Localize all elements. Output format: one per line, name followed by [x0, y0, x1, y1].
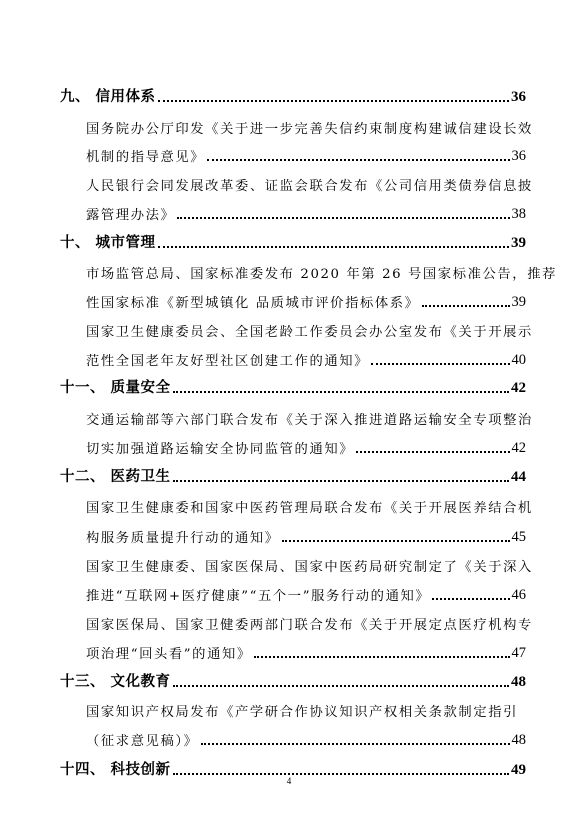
toc-entry-text: 国家知识产权局发布《产学研合作协议知识产权相关条款制定指引 [86, 705, 519, 720]
toc-entry-line[interactable] [60, 721, 526, 749]
toc-entry-line[interactable] [60, 254, 557, 282]
toc-page-number: 42 [511, 440, 526, 456]
dot-leader [254, 656, 510, 658]
toc-entry-text: 交通运输部等六部门联合发布《关于深入推进道路运输安全专项整治 [86, 413, 533, 428]
toc-heading-label: 十三、 文化教育 [60, 674, 171, 690]
toc-page-number: 39 [511, 235, 526, 251]
toc-heading-label: 十二、 医药卫生 [60, 469, 171, 485]
toc-entry-text: 性国家标准《新型城镇化 品质城市评价指标体系》 [86, 296, 420, 311]
toc-entry-line[interactable] [60, 518, 526, 546]
dot-leader [356, 451, 509, 453]
toc-entry-text: 推进“互联网+医疗健康”“五个一”服务行动的通知》 [86, 589, 431, 604]
toc-entry-line[interactable] [60, 283, 526, 311]
toc-page-number: 40 [511, 352, 526, 368]
toc-entry-text: 市场监管总局、国家标准委发布 2020 年第 26 号国家标准公告，推荐 [86, 267, 557, 282]
toc-heading-tech-innovation[interactable] [60, 751, 526, 779]
toc-page-number: 48 [511, 674, 526, 690]
toc-entry-line[interactable] [60, 341, 526, 369]
toc-page-number: 48 [511, 732, 526, 748]
toc-heading-label: 九、 信用体系 [60, 89, 156, 105]
dot-leader [158, 246, 509, 248]
toc-entry-line[interactable] [60, 109, 533, 137]
dot-leader [173, 480, 509, 482]
toc-page-number: 42 [511, 380, 526, 396]
dot-leader [158, 100, 509, 102]
toc-entry-text: 国家医保局、国家卫健委两部门联合发布《关于开展定点医疗机构专 [86, 618, 533, 633]
page-number: 4 [286, 776, 292, 786]
toc-entry-text: 构服务质量提升行动的通知》 [86, 531, 280, 546]
toc-heading-medicine-health[interactable] [60, 458, 526, 486]
toc-entry-text: 国务院办公厅印发《关于进一步完善失信约束制度构建诚信建设长效 [86, 122, 533, 137]
dot-leader [422, 305, 510, 307]
toc-page-number: 36 [511, 89, 526, 105]
toc-entry-line[interactable] [60, 692, 526, 720]
dot-leader [282, 540, 510, 542]
toc-page-number: 45 [511, 529, 526, 545]
toc-page-number: 39 [511, 294, 526, 310]
toc-entry-text: 范性全国老年友好型社区创建工作的通知》 [86, 354, 370, 369]
toc-heading-label: 十、 城市管理 [60, 235, 156, 251]
dot-leader [173, 773, 509, 775]
toc-page-number: 46 [511, 587, 526, 603]
toc-entry-line[interactable] [60, 137, 526, 165]
toc-entry-text: 露管理办法》 [86, 208, 176, 223]
toc-entry-line[interactable] [60, 634, 526, 662]
toc-entry-line[interactable] [60, 400, 533, 428]
dot-leader [207, 159, 509, 161]
toc-entry-line[interactable] [60, 312, 533, 340]
toc-entry-line[interactable] [60, 547, 533, 575]
toc-page-number: 38 [511, 206, 526, 222]
toc-heading-label: 十四、 科技创新 [60, 762, 171, 778]
toc-heading-label: 十一、 质量安全 [60, 380, 171, 396]
toc-entry-text: 人民银行会同发展改革委、证监会联合发布《公司信用类债券信息披 [86, 179, 533, 194]
toc-entry-line[interactable] [60, 488, 533, 516]
toc-entry-text: 机制的指导意见》 [86, 150, 206, 165]
toc-entry-text: 项治理“回头看”的通知》 [86, 647, 252, 662]
toc-entry-line[interactable] [60, 576, 526, 604]
toc-page-number: 44 [511, 469, 526, 485]
dot-leader [173, 685, 509, 687]
toc-heading-quality-safety[interactable] [60, 369, 526, 397]
dot-leader [173, 391, 509, 393]
toc-entry-text: （征求意见稿）》 [86, 734, 199, 749]
toc-entry-text: 国家卫生健康委和国家中医药管理局联合发布《关于开展医养结合机 [86, 501, 533, 516]
toc-entry-line[interactable] [60, 195, 526, 223]
toc-page-number: 36 [511, 148, 526, 164]
toc-page-number: 49 [511, 762, 526, 778]
toc-heading-city-management[interactable] [60, 224, 526, 252]
toc-entry-text: 切实加强道路运输安全协同监管的通知》 [86, 442, 355, 457]
dot-leader [371, 363, 509, 365]
toc-entry-line[interactable] [60, 429, 526, 457]
toc-entry-line[interactable] [60, 166, 533, 194]
toc-heading-credit-system[interactable] [60, 78, 526, 106]
dot-leader [432, 598, 509, 600]
toc-heading-culture-education[interactable] [60, 663, 526, 691]
toc-entry-text: 国家卫生健康委员会、全国老龄工作委员会办公室发布《关于开展示 [86, 325, 533, 340]
toc-entry-text: 国家卫生健康委、国家医保局、国家中医药局研究制定了《关于深入 [86, 560, 533, 575]
toc-entry-line[interactable] [60, 605, 533, 633]
toc-page-number: 47 [511, 645, 526, 661]
dot-leader [177, 217, 509, 219]
dot-leader [201, 743, 510, 745]
